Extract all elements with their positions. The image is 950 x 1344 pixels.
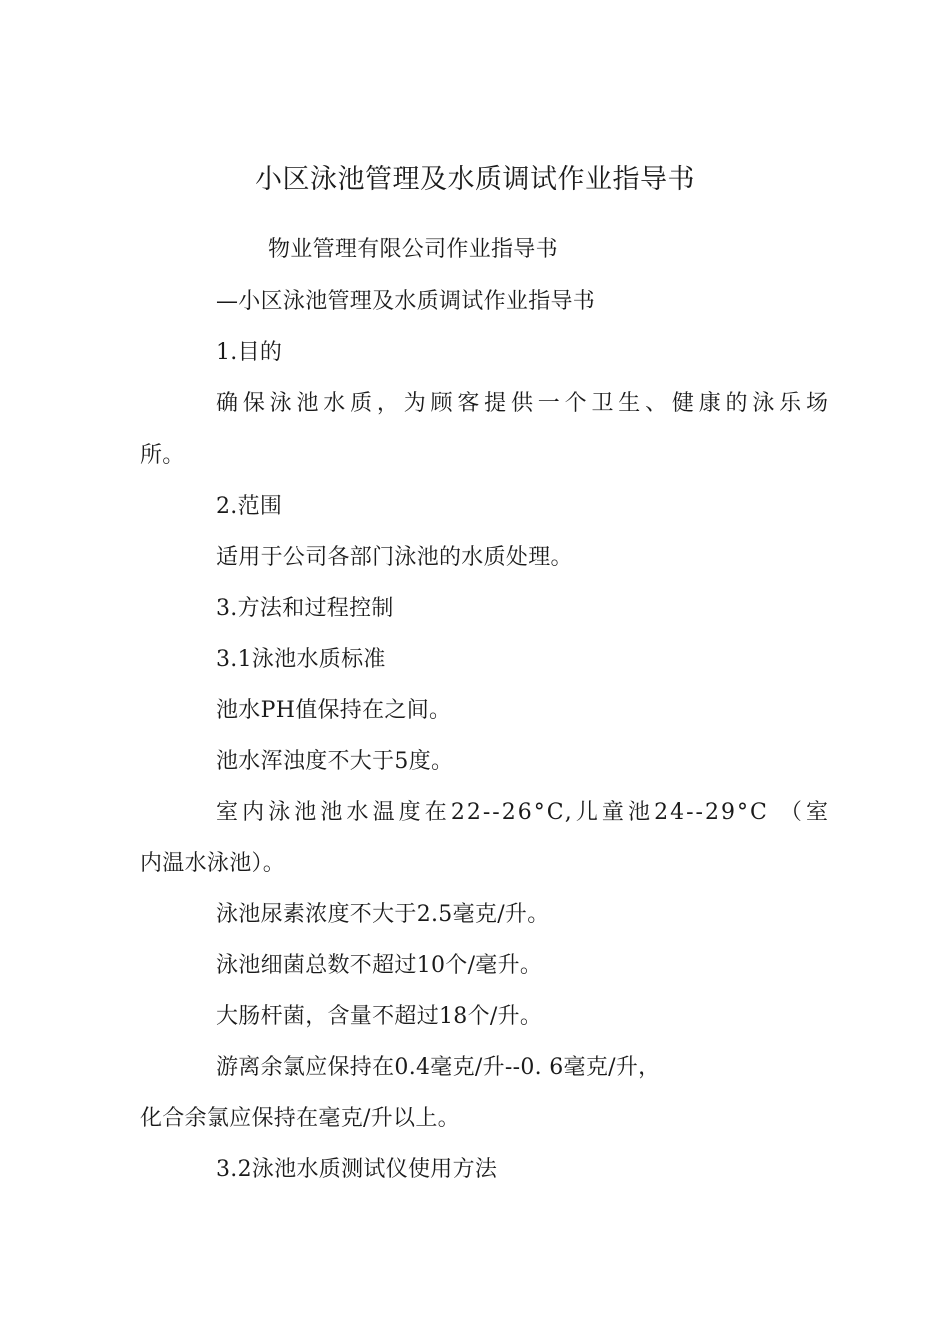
std-temp-line1: 室内泳池池水温度在22--26°C,儿童池24--29°C （室 xyxy=(216,800,830,825)
purpose-text-line1: 确保泳池水质，为顾客提供一个卫生、健康的泳乐场 xyxy=(216,391,830,416)
std-ecoli: 大肠杆菌，含量不超过18个/升。 xyxy=(216,1004,543,1029)
std-free-chlorine: 游离余氯应保持在0.4毫克/升--0. 6毫克/升， xyxy=(216,1055,661,1080)
company-line: 物业管理有限公司作业指导书 xyxy=(268,237,558,262)
purpose-text-line2: 所。 xyxy=(140,443,185,468)
std-bacteria: 泳池细菌总数不超过10个/毫升。 xyxy=(216,953,543,978)
std-turbidity: 池水浑浊度不大于5度。 xyxy=(216,749,454,774)
std-combined-chlorine: 化合余氯应保持在毫克/升以上。 xyxy=(140,1106,460,1131)
standard-heading: 3.1泳池水质标准 xyxy=(216,647,386,672)
tester-heading: 3.2泳池水质测试仪使用方法 xyxy=(216,1157,498,1182)
scope-text: 适用于公司各部门泳池的水质处理。 xyxy=(216,545,573,570)
method-heading: 3.方法和过程控制 xyxy=(216,596,394,621)
purpose-heading: 1.目的 xyxy=(216,340,283,365)
std-ph: 池水PH值保持在之间。 xyxy=(216,698,452,723)
document-subtitle: —小区泳池管理及水质调试作业指导书 xyxy=(216,289,596,314)
std-urea: 泳池尿素浓度不大于2.5毫克/升。 xyxy=(216,902,550,927)
scope-heading: 2.范围 xyxy=(216,494,283,519)
std-temp-line2: 内温水泳池）。 xyxy=(140,851,286,876)
document-title: 小区泳池管理及水质调试作业指导书 xyxy=(255,164,695,195)
